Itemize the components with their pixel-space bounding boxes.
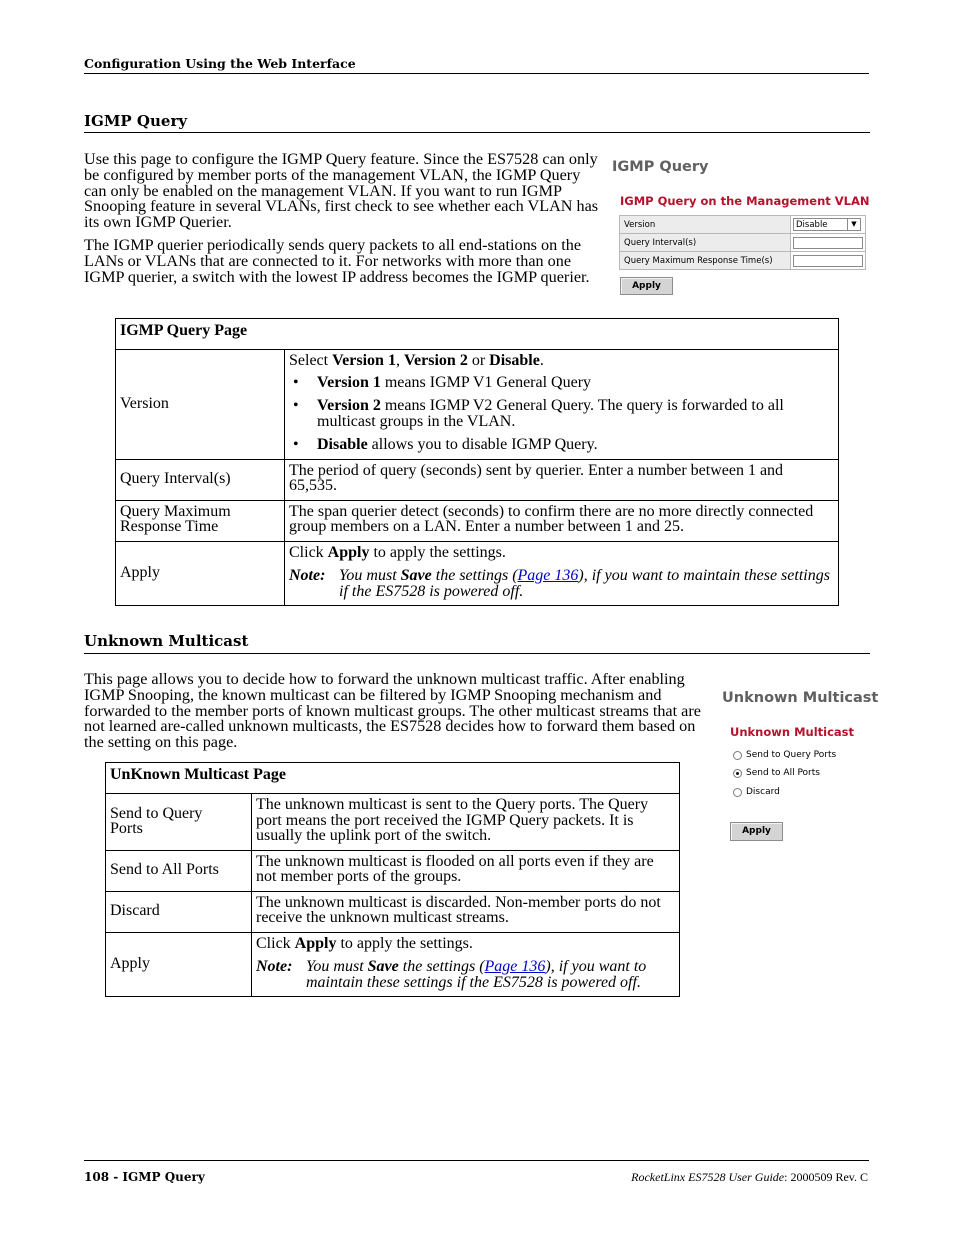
apply-row-label: Apply	[116, 541, 285, 606]
text-bold: Save	[400, 567, 432, 584]
radio-label: Discard	[746, 787, 780, 797]
footer-page-label: 108 - IGMP Query	[84, 1170, 205, 1184]
text: .	[539, 352, 544, 369]
text: the settings (	[398, 958, 485, 975]
text-bold: Version 2	[317, 397, 381, 414]
note-label: Note:	[256, 958, 293, 975]
text: ), if you want to maintain these settings if the ES7528 is powered off.	[306, 958, 647, 991]
form-row-maxresp	[620, 252, 866, 270]
igmp-screenshot-title: IGMP Query	[612, 159, 709, 175]
radio-label: Send to Query Ports	[746, 750, 837, 760]
version-row-desc	[285, 350, 839, 460]
interval-row-label: Query Interval(s)	[116, 459, 285, 500]
unknown-screenshot-title: Unknown Multicast	[722, 690, 879, 706]
max-response-label: Query Maximum Response Time(s)	[620, 252, 791, 270]
unknown-apply-button[interactable]: Apply	[730, 822, 783, 841]
text: ,	[395, 352, 404, 369]
igmp-screenshot-subtitle: IGMP Query on the Management VLAN	[620, 194, 870, 208]
note-label: Note:	[289, 567, 326, 584]
list-item	[289, 437, 834, 453]
form-row-version	[620, 216, 866, 234]
text-bold: Disable	[489, 352, 540, 369]
running-header: Configuration Using the Web Interface	[84, 56, 356, 71]
text: or	[467, 352, 490, 369]
note	[256, 959, 675, 990]
radio-send-to-all-ports[interactable]	[733, 768, 820, 778]
igmp-intro	[84, 152, 599, 285]
radio-send-to-query-ports[interactable]	[733, 750, 836, 760]
text: ), if you want to maintain these settings if the ES7528 is powered off.	[339, 567, 830, 600]
igmp-query-table	[115, 318, 839, 606]
section-title-igmp-query: IGMP Query	[84, 112, 188, 130]
maxresp-row-label: Query Maximum Response Time	[116, 500, 285, 541]
version-cell	[791, 216, 866, 234]
apply-instruction	[289, 545, 834, 561]
section-title-unknown-multicast: Unknown Multicast	[84, 632, 249, 650]
version-select[interactable]	[793, 218, 861, 231]
list-item	[289, 398, 834, 429]
maxresp-row-desc: The span querier detect (seconds) to confirm there are no more directly connected group members on a LAN. Enter a number between 1 and 25.	[285, 500, 839, 541]
text: You must	[339, 567, 401, 584]
version-intro	[289, 353, 834, 369]
text: You must	[306, 958, 368, 975]
max-response-input[interactable]	[793, 255, 863, 267]
chevron-down-icon: ▼	[847, 219, 860, 230]
footer-doc-info	[631, 1170, 868, 1185]
text-bold: Version 2	[403, 352, 468, 369]
apply-row-desc	[285, 541, 839, 606]
version-row-label: Version	[116, 350, 285, 460]
unknown-multicast-table	[105, 762, 680, 997]
version-select-value: Disable	[796, 220, 828, 230]
igmp-table-heading: IGMP Query Page	[116, 319, 839, 350]
section-rule-igmp	[84, 132, 870, 133]
section-rule-unknown	[84, 653, 870, 654]
version-label: Version	[620, 216, 791, 234]
text: to apply the settings.	[369, 543, 506, 561]
radio-discard[interactable]	[733, 787, 780, 797]
query-interval-label: Query Interval(s)	[620, 234, 791, 252]
radio-label: Send to All Ports	[746, 768, 820, 778]
igmp-form	[619, 215, 866, 270]
text-bold: Save	[367, 958, 399, 975]
unknown-paragraph: This page allows you to decide how to forward the unknown multicast traffic. After enabling IGMP Snooping, the known multicast can be filtered by IGMP Snooping mechanism and forwarded to the member ports of known multicast groups. The other multicast streams that are not learned are-called unknown multicasts, the ES7528 decides how to forward them based on the setting on this page.	[84, 670, 701, 752]
text: means IGMP V2 General Query. The query is forwarded to all multicast groups in the VLAN.	[317, 397, 784, 430]
apply-instruction	[256, 936, 675, 952]
version-bullets	[289, 375, 834, 453]
table-row-label: Send to Query Ports	[106, 794, 252, 851]
interval-row-desc: The period of query (seconds) sent by querier. Enter a number between 1 and 65,535.	[285, 459, 839, 500]
text: allows you to disable IGMP Query.	[367, 436, 598, 453]
text-bold: Version 1	[317, 373, 381, 391]
text-bold: Apply	[327, 543, 370, 561]
max-response-cell	[791, 252, 866, 270]
footer-rule	[84, 1160, 869, 1161]
footer-doc-rev: : 2000509 Rev. C	[784, 1170, 868, 1184]
note-text	[339, 568, 834, 599]
text-bold: Disable	[317, 436, 368, 453]
igmp-paragraph-2: The IGMP querier periodically sends query packets to all end-stations on the LANs or VLANs that are connected to it. For networks with more than one IGMP querier, a switch with the lowest IP address becomes the IGMP querier.	[84, 235, 590, 286]
radio-button[interactable]	[733, 769, 742, 778]
unknown-table-heading: UnKnown Multicast Page	[106, 763, 680, 794]
text: Click	[289, 543, 328, 561]
note	[289, 568, 834, 599]
table-row-label: Discard	[106, 891, 252, 932]
form-row-interval	[620, 234, 866, 252]
table-row-label: Send to All Ports	[106, 850, 252, 891]
radio-button[interactable]	[733, 788, 742, 797]
table-row-desc: The unknown multicast is discarded. Non-member ports do not receive the unknown multicast streams.	[252, 891, 680, 932]
text: Select	[289, 352, 333, 369]
apply-row-label: Apply	[106, 932, 252, 997]
list-item	[289, 375, 834, 391]
text: Click	[256, 934, 295, 952]
page-link[interactable]: Page 136	[517, 567, 579, 584]
text-bold: Apply	[294, 934, 337, 952]
igmp-paragraph-1: Use this page to configure the IGMP Query feature. Since the ES7528 can only be configured by member ports of the management VLAN, the IGMP Query can only be enabled on the management VLAN. If you want to run IGMP Snooping feature in several VLANs, first check to see whether each VLAN has its own IGMP Querier.	[84, 150, 599, 232]
table-row-desc: The unknown multicast is sent to the Query ports. The Query port means the port received the IGMP Query packets. It is usually the uplink port of the switch.	[252, 794, 680, 851]
query-interval-cell	[791, 234, 866, 252]
query-interval-input[interactable]	[793, 237, 863, 249]
footer-doc-title: RocketLinx ES7528 User Guide	[631, 1170, 785, 1184]
text: to apply the settings.	[336, 934, 473, 952]
igmp-apply-button[interactable]: Apply	[620, 277, 673, 295]
header-rule	[84, 73, 869, 74]
text: means IGMP V1 General Query	[380, 373, 592, 391]
page-link[interactable]: Page 136	[484, 958, 546, 975]
text: the settings (	[431, 567, 518, 584]
unknown-screenshot-subtitle: Unknown Multicast	[730, 725, 855, 739]
table-row-desc: The unknown multicast is flooded on all ports even if they are not member ports of the groups.	[252, 850, 680, 891]
text-bold: Version 1	[332, 352, 396, 369]
note-text	[306, 959, 675, 990]
radio-button[interactable]	[733, 751, 742, 760]
apply-row-desc	[252, 932, 680, 997]
